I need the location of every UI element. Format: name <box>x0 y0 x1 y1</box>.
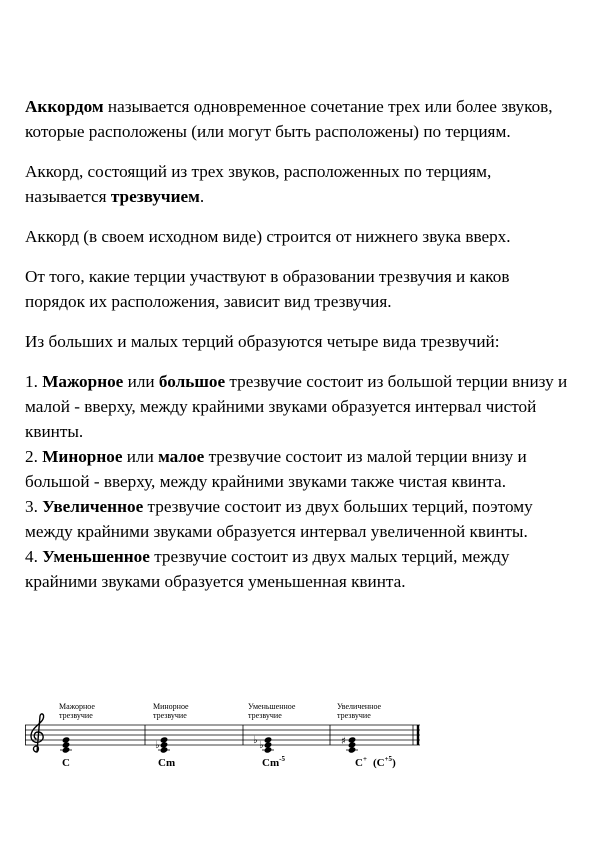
list-text: трезвучие состоит из большой терции внизу и малой - вверху, между крайними звуками образуется интервал чистой квинты. <box>25 372 568 441</box>
staff-label-diminished-1: Уменьшенное <box>248 702 296 711</box>
list-text: трезвучие состоит из двух малых терций, между крайними звуками образуется уменьшенная квинта. <box>25 547 510 591</box>
list-number: 2. <box>25 447 43 466</box>
paragraph-text: Аккорд, состоящий из трех звуков, расположенных по терциям, называется <box>25 162 492 206</box>
paragraph-text: . <box>199 187 205 206</box>
flat-icon: ♭ <box>259 740 264 751</box>
paragraph-chord-definition <box>25 94 573 144</box>
staff-svg <box>25 700 573 775</box>
list-text: или <box>122 447 159 466</box>
chord-c-augmented <box>341 736 358 754</box>
term-augmented: Увеличенное <box>42 497 144 516</box>
term-minor: Минорное <box>42 447 123 466</box>
term-diminished: Уменьшенное <box>42 547 150 566</box>
staff-label-augmented-2: трезвучие <box>337 711 371 720</box>
list-item-augmented <box>25 494 573 544</box>
term-chord: Аккордом <box>25 97 104 116</box>
paragraph-triad-type: От того, какие терции участвуют в образовании трезвучия и каков порядок их расположения, зависит вид трезвучия. <box>25 267 510 311</box>
chord-symbol-c: C <box>62 757 70 769</box>
list-number: 1. <box>25 372 43 391</box>
chord-symbol-c-aug: C+ $(C^{+5})$ <box>355 755 396 769</box>
text-body <box>25 94 573 594</box>
paragraph-chord-build: Аккорд (в своем исходном виде) строится от нижнего звука вверх. <box>25 227 511 246</box>
treble-clef-icon <box>31 714 44 752</box>
chord-symbol-cm: Cm <box>158 757 176 769</box>
chord-c-diminished <box>253 735 274 754</box>
term-small: малое <box>158 447 205 466</box>
list-text: трезвучие состоит из двух больших терций, поэтому между крайними звуками образуется интервал увеличенной квинты. <box>25 497 533 541</box>
staff-label-minor-1: Минорное <box>153 702 189 711</box>
paragraph-text: называется одновременное сочетание трех или более звуков, которые расположены (или могут быть расположены) по терциям. <box>25 97 553 141</box>
term-big: большое <box>158 372 226 391</box>
staff-label-major-1: Мажорное <box>59 702 95 711</box>
paragraph-four-types: Из больших и малых терций образуются четыре вида трезвучий: <box>25 332 500 351</box>
flat-icon: ♭ <box>155 740 160 751</box>
staff-lines <box>25 725 420 745</box>
list-text: или <box>123 372 159 391</box>
staff-label-diminished-2: трезвучие <box>248 711 282 720</box>
flat-icon: ♭ <box>253 735 258 746</box>
staff-label-augmented-1: Увеличенное <box>337 702 382 711</box>
list-item-major <box>25 369 573 444</box>
music-staff-example <box>25 700 573 775</box>
staff-label-minor-2: трезвучие <box>153 711 187 720</box>
list-number: 3. <box>25 497 43 516</box>
list-number: 4. <box>25 547 43 566</box>
list-text: трезвучие состоит из малой терции внизу и большой - вверху, между крайними звуками также чистая квинта. <box>25 447 527 491</box>
staff-label-major-2: трезвучие <box>59 711 93 720</box>
sharp-icon: ♯ <box>341 736 346 747</box>
paragraph-triad-definition <box>25 159 573 209</box>
list-item-diminished <box>25 544 573 594</box>
chord-symbol-cm-5: $Cm^{-5}$ <box>262 755 285 769</box>
list-item-minor <box>25 444 573 494</box>
term-triad: трезвучием <box>110 187 200 206</box>
term-major: Мажорное <box>42 372 124 391</box>
